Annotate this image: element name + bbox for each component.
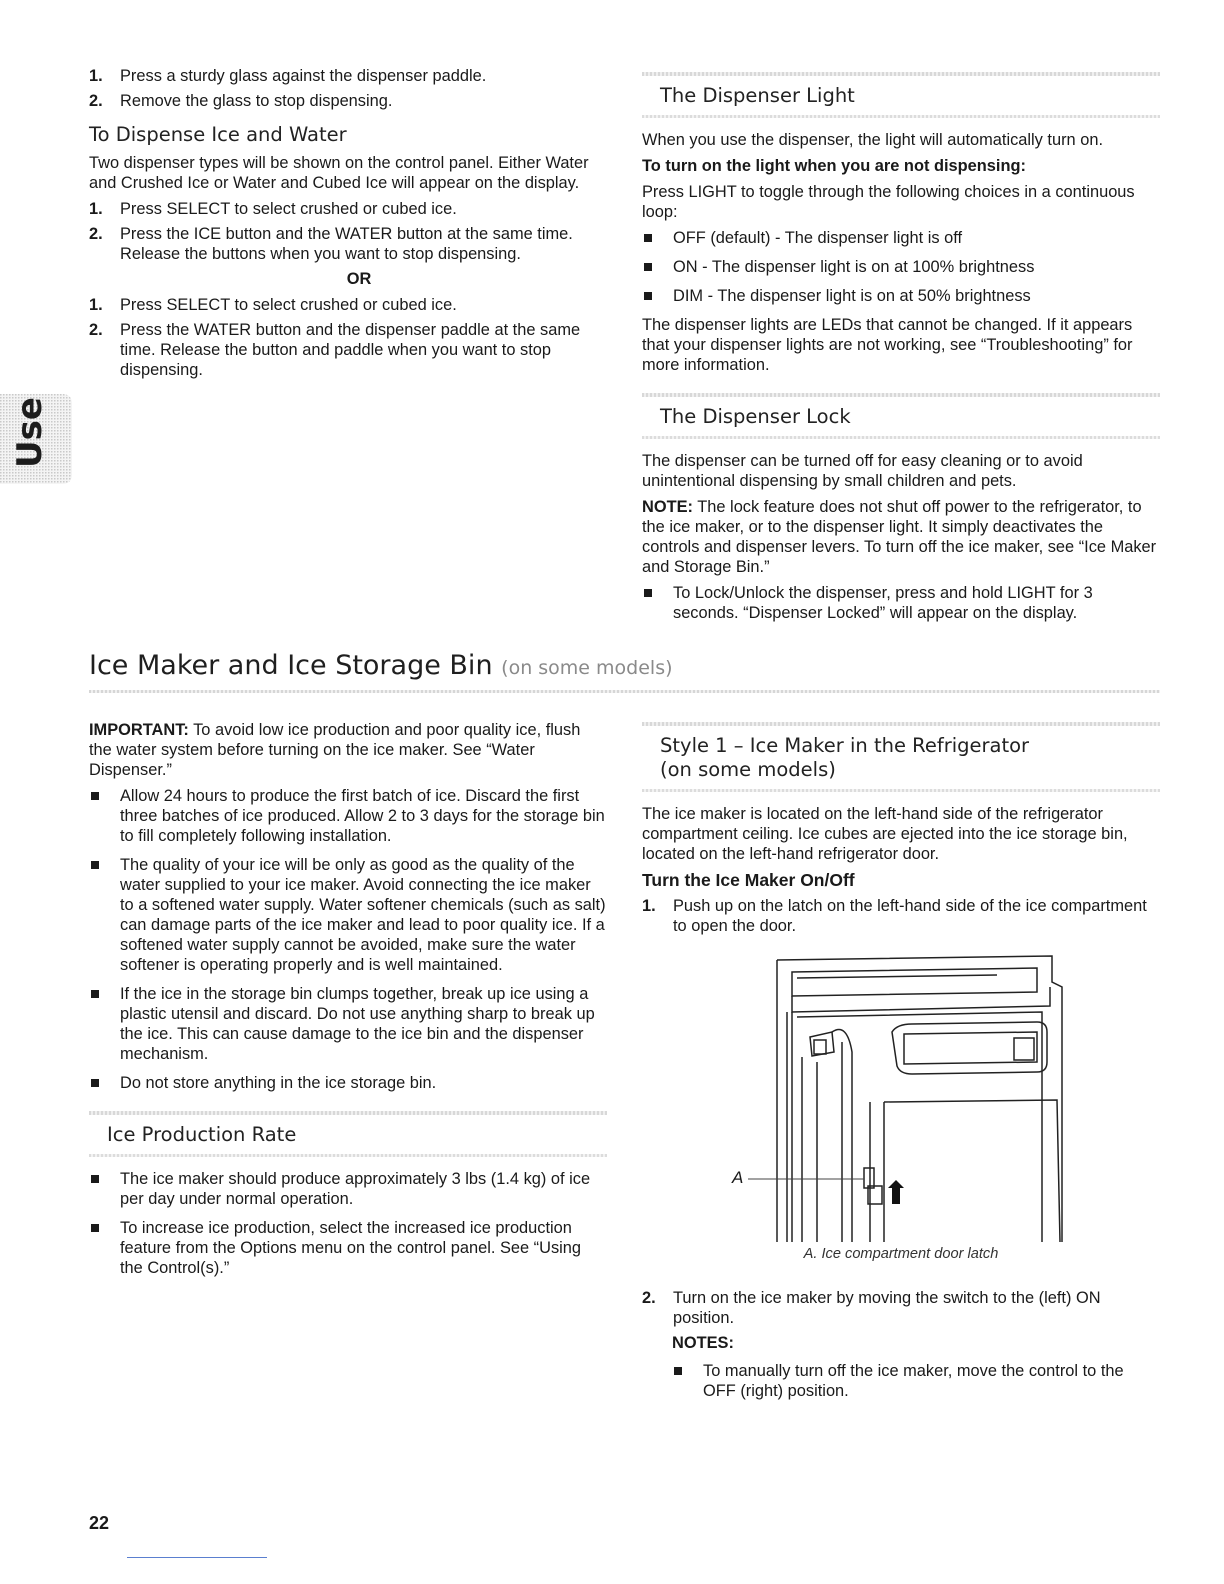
- list-item: The ice maker should produce approximately 3 lbs (1.4 kg) of ice per day under normal operation.: [89, 1169, 607, 1209]
- dispenser-lock-title: The Dispenser Lock: [660, 405, 851, 428]
- list-item: Allow 24 hours to produce the first batch of ice. Discard the first three batches of ice produced. Allow 2 to 3 days for the storage bin to fill completely following installation.: [89, 786, 607, 846]
- dispenser-lock-header: [642, 393, 1160, 439]
- dispenser-light-header: [642, 72, 1160, 118]
- list-item: Do not store anything in the ice storage bin.: [89, 1073, 607, 1093]
- light-paragraph: When you use the dispenser, the light will automatically turn on.: [642, 131, 1104, 149]
- right-bottom-column: [642, 722, 1160, 1410]
- lock-paragraph: The dispenser can be turned off for easy cleaning or to avoid unintentional dispensing by small children and pets.: [642, 452, 1083, 490]
- style1-paragraph: The ice maker is located on the left-hand side of the refrigerator compartment ceiling. Ice cubes are ejected into the ice storage bin, located on the left-hand refrigerator door.: [642, 805, 1128, 863]
- light-bold-line: To turn on the light when you are not dispensing:: [642, 157, 1026, 175]
- list-item: If the ice in the storage bin clumps together, break up ice using a plastic utensil and discard. Do not use anything sharp to break up the ice. This can cause damage to the ice bin and the dispenser mechanism.: [89, 984, 607, 1064]
- section-subtitle: (on some models): [501, 657, 673, 679]
- ice-production-rate-title: Ice Production Rate: [107, 1123, 297, 1146]
- list-item: DIM - The dispenser light is on at 50% brightness: [642, 286, 1160, 306]
- lock-note: NOTE: The lock feature does not shut off power to the refrigerator, to the ice maker, or to the dispenser light. It simply deactivates the controls and dispenser levers. To turn off the ice maker, see “Ice Maker and Storage Bin.”: [642, 498, 1157, 576]
- figure-caption: A. Ice compartment door latch: [803, 1246, 999, 1262]
- list-item: 1. Press SELECT to select crushed or cubed ice.: [89, 200, 457, 218]
- footer-rule: [127, 1557, 267, 1558]
- dispense-ice-water-heading: To Dispense Ice and Water: [89, 123, 347, 146]
- light-paragraph: The dispenser lights are LEDs that cannot be changed. If it appears that your dispenser lights are not working, see “Troubleshooting” for more information.: [642, 316, 1133, 374]
- style1-title-line1: Style 1 – Ice Maker in the Refrigerator: [660, 734, 1030, 757]
- list-item: 1. Press a sturdy glass against the dispenser paddle.: [89, 67, 487, 85]
- important-note: IMPORTANT: To avoid low ice production and poor quality ice, flush the water system before turning on the ice maker. See “Water Dispenser.”: [89, 721, 581, 779]
- left-top-column: [89, 66, 609, 385]
- list-item: 2. Press the ICE button and the WATER button at the same time. Release the buttons when you want to stop dispensing.: [89, 225, 573, 263]
- list-item: To increase ice production, select the increased ice production feature from the Options menu on the control panel. See “Using the Control(s).”: [89, 1218, 607, 1278]
- ice-production-rate-header: [89, 1111, 607, 1157]
- light-paragraph: Press LIGHT to toggle through the following choices in a continuous loop:: [642, 183, 1135, 221]
- notes-label: NOTES:: [672, 1334, 734, 1352]
- dispenser-light-title: The Dispenser Light: [660, 84, 855, 107]
- list-item: ON - The dispenser light is on at 100% brightness: [642, 257, 1160, 277]
- right-top-column: [642, 72, 1160, 632]
- list-item: 1. Press SELECT to select crushed or cubed ice.: [89, 296, 457, 314]
- ice-compartment-illustration: [642, 942, 1160, 1242]
- list-item: 2. Remove the glass to stop dispensing.: [89, 92, 393, 110]
- ice-compartment-figure: [642, 942, 1160, 1262]
- left-bottom-column: [89, 720, 607, 1287]
- style1-header: [642, 722, 1160, 792]
- list-item: The quality of your ice will be only as good as the quality of the water supplied to your ice maker. Avoid connecting the ice maker to a softened water supply. Water softener chemicals (such as salt) can damage parts of the ice maker and lead to poor quality ice. If a softened water supply cannot be avoided, make sure the water softener is operating properly and is well maintained.: [89, 855, 607, 975]
- list-item: 2. Turn on the ice maker by moving the switch to the (left) ON position.: [642, 1289, 1101, 1327]
- or-label: OR: [346, 270, 372, 288]
- side-tab-label: Use: [10, 397, 50, 468]
- list-item: OFF (default) - The dispenser light is off: [642, 228, 1160, 248]
- list-item: 1. Push up on the latch on the left-hand side of the ice compartment to open the door.: [642, 897, 1147, 935]
- section-divider: [89, 690, 1160, 693]
- turn-ice-maker-subhead: Turn the Ice Maker On/Off: [642, 870, 855, 890]
- dispense-intro: Two dispenser types will be shown on the control panel. Either Water and Crushed Ice or Water and Cubed Ice will appear on the display.: [89, 154, 589, 192]
- side-tab: [0, 394, 74, 484]
- figure-label-a: A: [732, 1168, 744, 1187]
- style1-title-line2: (on some models): [660, 758, 836, 781]
- section-title: Ice Maker and Ice Storage Bin (on some models): [89, 650, 673, 681]
- page-number: 22: [89, 1513, 110, 1533]
- list-item: 2. Press the WATER button and the dispenser paddle at the same time. Release the button and paddle when you want to stop dispensing.: [89, 321, 581, 379]
- list-item: To Lock/Unlock the dispenser, press and hold LIGHT for 3 seconds. “Dispenser Locked” will appear on the display.: [642, 583, 1160, 623]
- list-item: To manually turn off the ice maker, move the control to the OFF (right) position.: [672, 1361, 1160, 1401]
